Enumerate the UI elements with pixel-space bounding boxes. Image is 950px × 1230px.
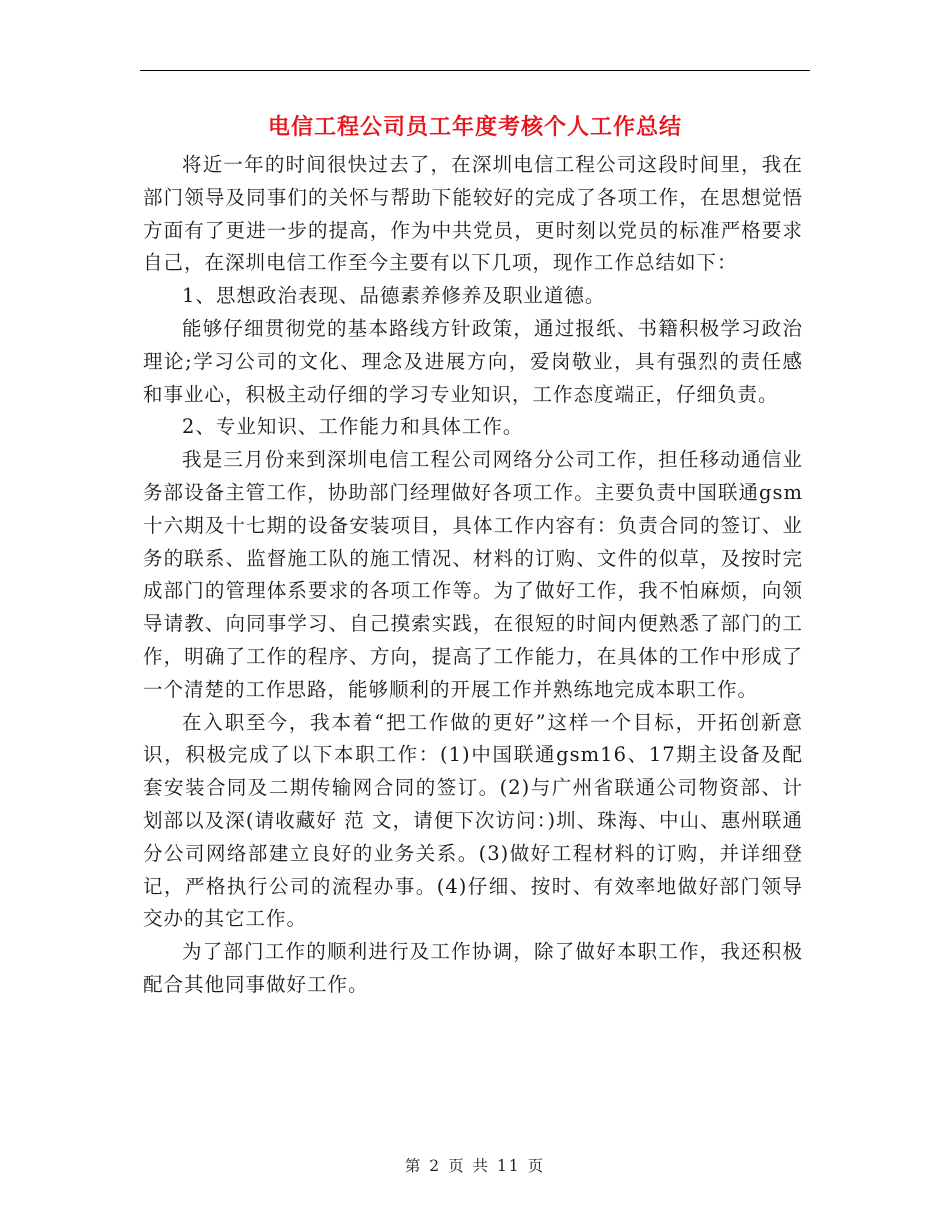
section-heading-1: 1、思想政治表现、品德素养修养及职业道德。 (182, 284, 606, 308)
document-body (143, 149, 803, 1002)
paragraph-work-duties: 我是三月份来到深圳电信工程公司网络分公司工作，担任移动通信业务部设备主管工作，协助部门经理做好各项工作。主要负责中国联通gsm十六期及十七期的设备安装项目，具体工作内容有：负责合同的签订、业务的联系、监督施工队的施工情况、材料的订购、文件的似草，及按时完成部门的管理体系要求的各项工作等。为了做好工作，我不怕麻烦，向领导请教、向同事学习、自己摸索实践，在很短的时间内便熟悉了部门的工作，明确了工作的程序、方向，提高了工作能力，在具体的工作中形成了一个清楚的工作思路，能够顺利的开展工作并熟练地完成本职工作。 (143, 448, 803, 701)
paragraph-intro: 将近一年的时间很快过去了，在深圳电信工程公司这段时间里，我在部门领导及同事们的关怀与帮助下能较好的完成了各项工作，在思想觉悟方面有了更进一步的提高，作为中共党员，更时刻以党员的标准严格要求自己，在深圳电信工作至今主要有以下几项，现作工作总结如下： (143, 153, 803, 275)
page-number: 第 2 页 共 11 页 (404, 1157, 546, 1175)
header-rule (140, 70, 810, 71)
paragraph-achievements: 在入职至今，我本着“把工作做的更好”这样一个目标，开拓创新意识，积极完成了以下本职工作：(1)中国联通gsm16、17期主设备及配套安装合同及二期传输网合同的签订。(2)与广州省联通公司物资部、计划部以及深(请收藏好 范 文，请便下次访问：)圳、珠海、中山、惠州联通分公司网络部建立良好的业务关系。(3)做好工程材料的订购，并详细登记，严格执行公司的流程办事。(4)仔细、按时、有效率地做好部门领导交办的其它工作。 (143, 710, 803, 931)
paragraph-cooperation: 为了部门工作的顺利进行及工作协调，除了做好本职工作，我还积极配合其他同事做好工作。 (143, 940, 803, 996)
section-heading-2: 2、专业知识、工作能力和具体工作。 (182, 415, 524, 439)
paragraph-political: 能够仔细贯彻党的基本路线方针政策，通过报纸、书籍积极学习政治理论;学习公司的文化、理念及进展方向，爱岗敬业，具有强烈的责任感和事业心，积极主动仔细的学习专业知识，工作态度端正，仔细负责。 (143, 316, 803, 406)
document-title: 电信工程公司员工年度考核个人工作总结 (267, 114, 682, 140)
